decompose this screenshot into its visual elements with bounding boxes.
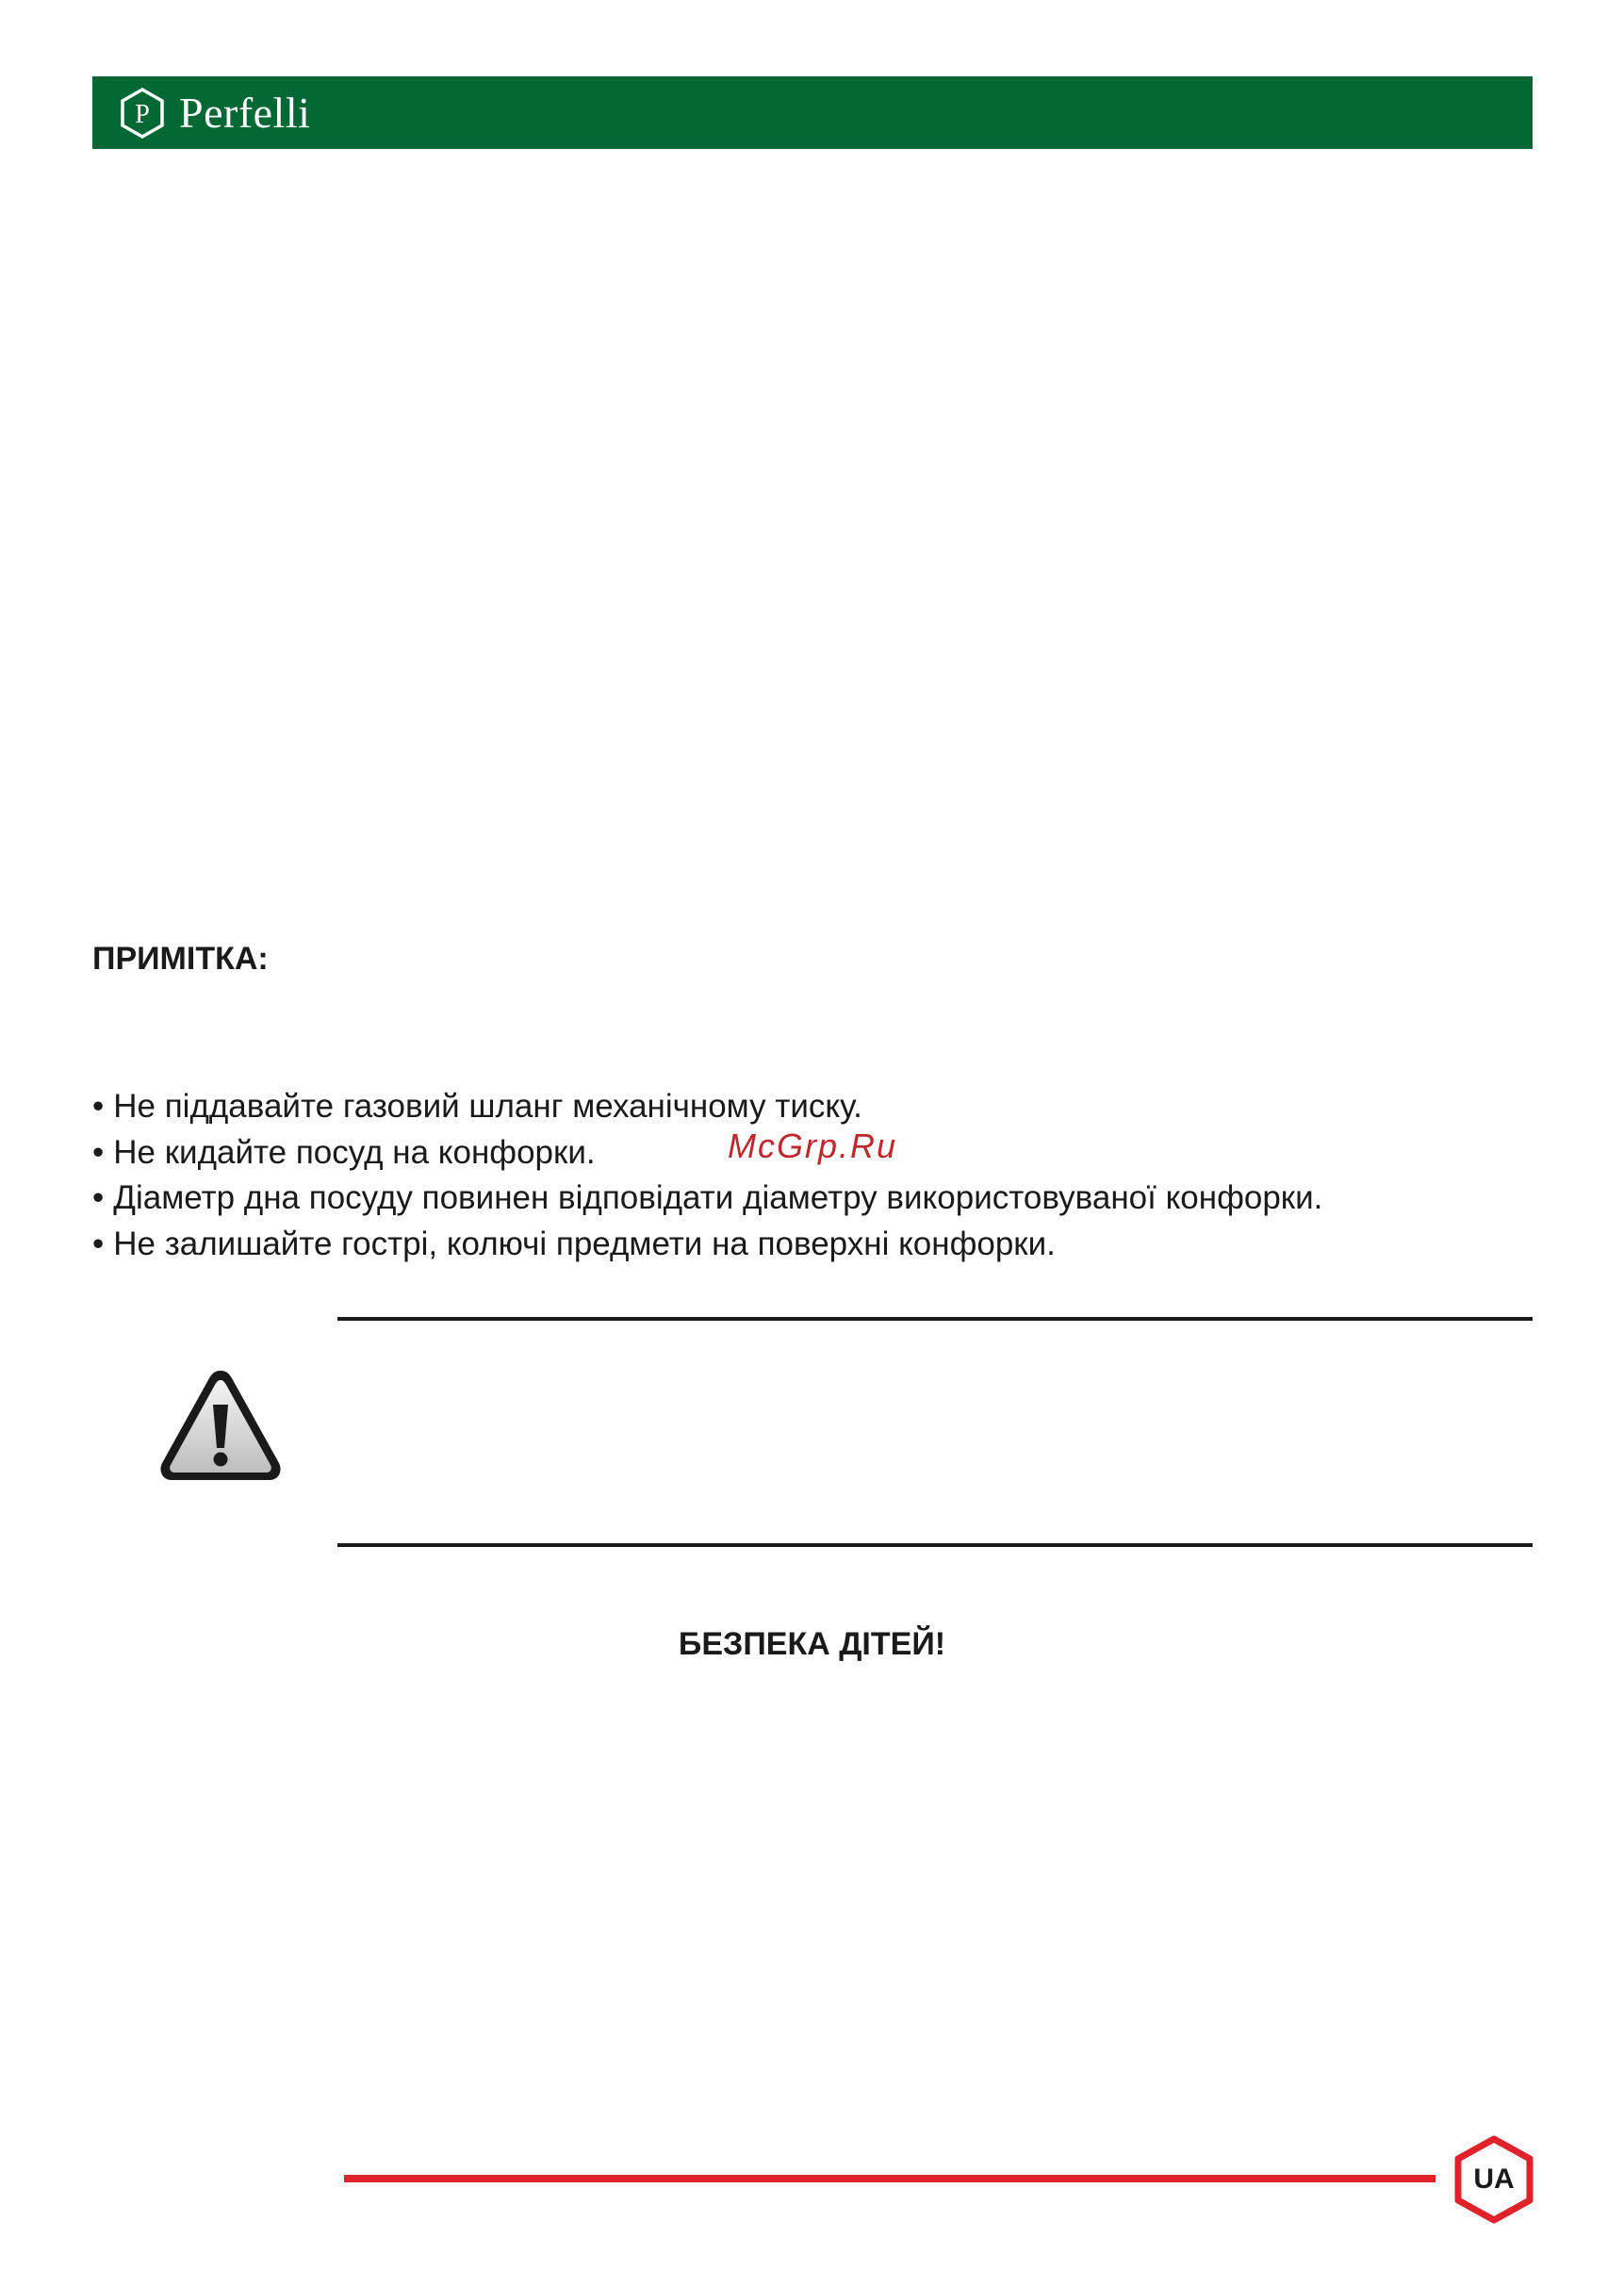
child-safety-heading: БЕЗПЕКА ДІТЕЙ! [678,1626,946,1662]
list-item: • Не залишайте гострі, колючі предмети на поверхні конфорки. [92,1222,1322,1268]
warning-triangle-icon [155,1365,287,1486]
footer-divider [344,2175,1435,2182]
list-item: • Не кидайте посуд на конфорки. [92,1130,1322,1176]
watermark: McGrp.Ru [728,1127,898,1165]
warning-bottom-divider [337,1543,1533,1547]
header-bar [92,76,1533,149]
brand-logo-icon [119,87,166,140]
warning-top-divider [337,1317,1533,1321]
language-code: UA [1473,2164,1515,2195]
brand-name: Perfelli [179,88,311,137]
note-heading: ПРИМІТКА: [92,941,269,977]
note-list [92,1084,1322,1267]
svg-text:P: P [135,99,150,129]
list-item: • Діаметр дна посуду повинен відповідати діаметру використовуваної конфорки. [92,1176,1322,1222]
list-item: • Не піддавайте газовий шланг механічному тиску. [92,1084,1322,1130]
